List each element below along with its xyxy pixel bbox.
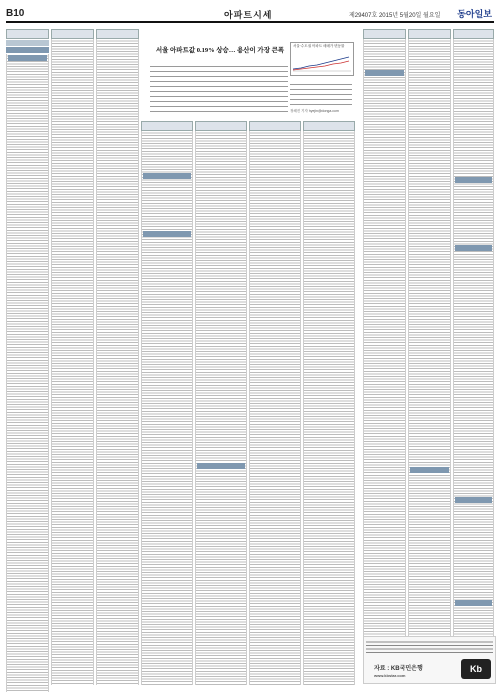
article-body-continued <box>290 80 352 108</box>
issue-info: 제29407호 2015년 5월20일 월요일 <box>349 13 441 19</box>
section-title: 아파트시세 <box>224 10 273 20</box>
table-rows <box>249 131 301 685</box>
chart-plot <box>293 51 351 73</box>
table-rows <box>96 39 139 685</box>
table-column-header <box>141 121 193 131</box>
table-column-header <box>408 29 451 39</box>
table-column-header <box>453 29 494 39</box>
price-table-column-7 <box>303 121 355 685</box>
article-headline: 서울 아파트값 0.19% 상승… 용산이 가장 큰폭 <box>155 47 285 54</box>
price-table-column-5 <box>195 121 247 685</box>
region-tag <box>455 245 492 251</box>
price-table-column-1 <box>6 29 49 692</box>
table-column-header <box>195 121 247 131</box>
table-column-header <box>51 29 94 39</box>
ad-source: 자료 : KB국민은행 <box>374 666 423 672</box>
table-rows <box>363 39 406 637</box>
region-tag <box>8 55 47 61</box>
article-byline: 정혜진 기자 hyejin@donga.com <box>290 109 339 113</box>
chart-title: 서울·수도권 아파트 매매가 변동률 <box>293 44 345 48</box>
table-rows <box>51 39 94 685</box>
table-rows <box>141 131 193 685</box>
page-number: B10 <box>6 8 25 19</box>
table-column-header <box>96 29 139 39</box>
price-table-column-2 <box>51 29 94 685</box>
price-table-column-8 <box>363 29 406 637</box>
table-rows <box>408 39 451 637</box>
price-table-column-10 <box>453 29 494 637</box>
region-tag <box>365 70 404 76</box>
region-tag <box>197 463 245 469</box>
region-tag <box>143 173 191 179</box>
kb-advertisement <box>363 636 496 684</box>
table-header-band <box>6 40 49 46</box>
price-table-column-6 <box>249 121 301 685</box>
page-header <box>6 7 494 23</box>
region-tag <box>410 467 449 473</box>
region-tag <box>455 600 492 606</box>
table-column-header <box>303 121 355 131</box>
table-rows <box>453 39 494 637</box>
chart-series-line <box>293 61 349 70</box>
ad-url: www.kbstar.com <box>374 673 406 678</box>
region-header <box>6 47 49 53</box>
table-rows <box>195 131 247 685</box>
table-rows <box>303 131 355 685</box>
table-column-header <box>363 29 406 39</box>
paper-logo: 동아일보 <box>457 9 492 19</box>
price-change-chart <box>290 42 354 76</box>
kb-logo: Kb <box>461 659 491 679</box>
price-table-column-9 <box>408 29 451 637</box>
region-tag <box>455 177 492 183</box>
region-tag <box>455 497 492 503</box>
ad-notice-text <box>366 639 493 655</box>
price-table-column-4 <box>141 121 193 685</box>
table-column-header <box>249 121 301 131</box>
region-tag <box>143 231 191 237</box>
article-body <box>150 62 288 116</box>
table-rows <box>6 54 49 692</box>
table-column-header <box>6 29 49 39</box>
price-table-column-3 <box>96 29 139 685</box>
